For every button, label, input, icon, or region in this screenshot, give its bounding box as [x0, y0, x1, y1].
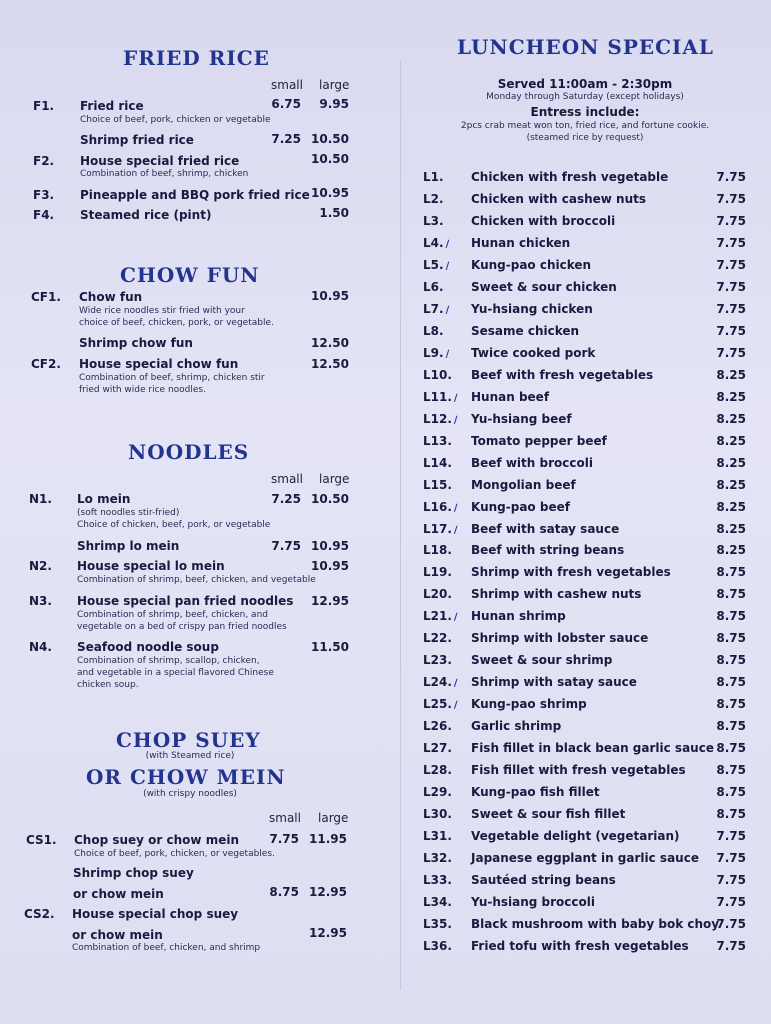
luncheon-item-code-text: L27.: [423, 741, 452, 755]
luncheon-item-code-text: L29.: [423, 785, 452, 799]
item-desc: Combination of shrimp, beef, chicken, and vegetable: [77, 575, 316, 585]
luncheon-item-code: [423, 873, 452, 887]
luncheon-item-code-text: L26.: [423, 719, 452, 733]
luncheon-item-price: 8.25: [716, 522, 746, 536]
luncheon-item-price: 7.75: [716, 280, 746, 294]
luncheon-item-name: Mongolian beef: [471, 478, 576, 492]
luncheon-item-price: 8.75: [716, 675, 746, 689]
price-small: 7.25: [271, 132, 301, 146]
item-code: N2.: [29, 559, 52, 573]
chop-suey-col-large: large: [318, 811, 349, 825]
luncheon-item-code: [423, 653, 452, 667]
luncheon-item-code-text: L20.: [423, 587, 452, 601]
luncheon-item-name: Shrimp with satay sauce: [471, 675, 637, 689]
luncheon-item-code: [423, 763, 452, 777]
chop-suey-col-small: small: [269, 811, 301, 825]
chili-pepper-icon: ∕: [453, 700, 458, 711]
item-name: Shrimp lo mein: [77, 539, 180, 553]
item-name: Fried rice: [80, 99, 144, 113]
item-name: Chow fun: [79, 290, 143, 304]
luncheon-item-price: 8.25: [716, 543, 746, 557]
luncheon-item-code: [423, 478, 452, 492]
item-name: Shrimp chop suey: [73, 866, 194, 880]
item-desc: (soft noodles stir-fried): [77, 508, 180, 518]
noodles-col-large: large: [319, 472, 350, 486]
luncheon-item-name: Beef with broccoli: [471, 456, 593, 470]
luncheon-item-code-text: L19.: [423, 565, 452, 579]
luncheon-item-name: Hunan chicken: [471, 236, 571, 250]
item-name: House special pan fried noodles: [77, 594, 294, 608]
luncheon-item-price: 7.75: [716, 346, 746, 360]
luncheon-item-code-text: L9.: [423, 346, 444, 360]
chili-pepper-icon: ∕: [453, 393, 458, 404]
luncheon-item-price: 7.75: [716, 917, 746, 931]
luncheon-item-code: [423, 785, 452, 799]
price-large: 12.95: [309, 885, 347, 899]
price-large: 10.95: [311, 289, 349, 303]
luncheon-item-price: 7.75: [716, 302, 746, 316]
luncheon-item-code: [423, 631, 452, 645]
luncheon-item-name: Tomato pepper beef: [471, 434, 607, 448]
luncheon-item-name: Sautéed string beans: [471, 873, 616, 887]
luncheon-item-name: Beef with satay sauce: [471, 522, 620, 536]
price-large: 10.95: [311, 186, 349, 200]
luncheon-item-name: Kung-pao chicken: [471, 258, 592, 272]
luncheon-item-name: Yu-hsiang broccoli: [471, 895, 595, 909]
luncheon-item-code: [423, 324, 444, 338]
luncheon-item-code-text: L7.: [423, 302, 444, 316]
chop-suey-heading: CHOP SUEY: [116, 728, 261, 752]
luncheon-item-price: 8.75: [716, 587, 746, 601]
luncheon-item-code-text: L13.: [423, 434, 452, 448]
luncheon-item-price: 8.25: [716, 478, 746, 492]
luncheon-item-code: [423, 390, 458, 404]
item-code: N4.: [29, 640, 52, 654]
luncheon-days: Monday through Saturday (except holidays): [486, 92, 684, 102]
price-small: 7.25: [271, 492, 301, 506]
luncheon-item-code-text: L34.: [423, 895, 452, 909]
chili-pepper-icon: ∕: [453, 525, 458, 536]
luncheon-item-price: 8.25: [716, 412, 746, 426]
luncheon-item-code-text: L22.: [423, 631, 452, 645]
luncheon-item-code: [423, 851, 452, 865]
fried-rice-heading: FRIED RICE: [123, 46, 270, 70]
chili-pepper-icon: ∕: [445, 261, 450, 272]
luncheon-item-name: Kung-pao shrimp: [471, 697, 587, 711]
luncheon-item-price: 7.75: [716, 214, 746, 228]
price-small: 8.75: [269, 885, 299, 899]
luncheon-item-price: 7.75: [716, 258, 746, 272]
luncheon-item-code: [423, 456, 452, 470]
price-large: 10.95: [311, 559, 349, 573]
item-code: CF1.: [31, 290, 61, 304]
price-large: 11.50: [311, 640, 349, 654]
luncheon-item-name: Shrimp with lobster sauce: [471, 631, 649, 645]
luncheon-item-code-text: L25.: [423, 697, 452, 711]
noodles-heading: NOODLES: [128, 440, 250, 464]
item-code: CS1.: [26, 833, 57, 847]
luncheon-item-price: 8.25: [716, 368, 746, 382]
luncheon-item-name: Black mushroom with baby bok choy: [471, 917, 720, 931]
luncheon-item-name: Kung-pao fish fillet: [471, 785, 600, 799]
item-desc: fried with wide rice noodles.: [79, 385, 206, 395]
luncheon-item-code: [423, 258, 449, 272]
item-desc: Combination of beef, shrimp, chicken stir: [79, 373, 265, 383]
chow-mein-heading: OR CHOW MEIN: [86, 765, 286, 789]
chili-pepper-icon: ∕: [453, 612, 458, 623]
luncheon-item-code: [423, 917, 452, 931]
luncheon-item-code: [423, 543, 452, 557]
luncheon-item-price: 8.75: [716, 697, 746, 711]
price-large: 9.95: [319, 97, 349, 111]
luncheon-item-name: Fish fillet in black bean garlic sauce: [471, 741, 714, 755]
luncheon-item-code-text: L35.: [423, 917, 452, 931]
luncheon-item-name: Yu-hsiang chicken: [471, 302, 593, 316]
price-small: 7.75: [269, 832, 299, 846]
luncheon-item-price: 8.75: [716, 653, 746, 667]
luncheon-item-name: Sweet & sour chicken: [471, 280, 617, 294]
item-name: Seafood noodle soup: [77, 640, 219, 654]
chili-pepper-icon: ∕: [445, 349, 450, 360]
price-large: 10.50: [311, 132, 349, 146]
luncheon-item-price: 7.75: [716, 192, 746, 206]
luncheon-item-code-text: L10.: [423, 368, 452, 382]
luncheon-item-code-text: L14.: [423, 456, 452, 470]
luncheon-item-code: [423, 412, 458, 426]
price-large: 11.95: [309, 832, 347, 846]
luncheon-item-price: 7.75: [716, 851, 746, 865]
luncheon-item-code-text: L2.: [423, 192, 444, 206]
noodles-col-small: small: [271, 472, 303, 486]
luncheon-item-name: Beef with fresh vegetables: [471, 368, 654, 382]
luncheon-item-price: 8.75: [716, 763, 746, 777]
item-name: House special chow fun: [79, 357, 239, 371]
chow-mein-subtitle: (with crispy noodles): [143, 789, 237, 799]
item-name-line2: or chow mein: [72, 928, 163, 942]
item-name: House special chop suey: [72, 907, 239, 921]
luncheon-item-name: Hunan shrimp: [471, 609, 566, 623]
luncheon-hours: Served 11:00am - 2:30pm: [497, 77, 673, 91]
item-desc: choice of beef, chicken, pork, or vegetable.: [79, 318, 274, 328]
price-large: 10.95: [311, 539, 349, 553]
luncheon-item-code: [423, 829, 452, 843]
luncheon-item-code-text: L31.: [423, 829, 452, 843]
price-large: 12.50: [311, 357, 349, 371]
luncheon-item-code-text: L12.: [423, 412, 452, 426]
luncheon-item-code: [423, 895, 452, 909]
luncheon-item-price: 7.75: [716, 236, 746, 250]
item-name: Shrimp fried rice: [80, 133, 194, 147]
luncheon-item-price: 8.25: [716, 390, 746, 404]
item-name: Shrimp chow fun: [79, 336, 193, 350]
column-divider: [400, 60, 401, 990]
item-desc: chicken soup.: [77, 680, 139, 690]
item-name: Lo mein: [77, 492, 131, 506]
luncheon-item-code: [423, 719, 452, 733]
luncheon-item-name: Twice cooked pork: [471, 346, 596, 360]
fried-rice-col-small: small: [271, 78, 303, 92]
luncheon-item-code-text: L17.: [423, 522, 452, 536]
luncheon-item-name: Sweet & sour shrimp: [471, 653, 613, 667]
luncheon-item-price: 8.25: [716, 500, 746, 514]
luncheon-item-name: Beef with string beans: [471, 543, 625, 557]
luncheon-item-code: [423, 522, 458, 536]
item-desc: and vegetable in a special flavored Chinese: [77, 668, 274, 678]
luncheon-item-price: 8.75: [716, 719, 746, 733]
luncheon-item-code: [423, 939, 452, 953]
luncheon-item-code-text: L30.: [423, 807, 452, 821]
luncheon-item-price: 8.75: [716, 609, 746, 623]
price-large: 10.50: [311, 492, 349, 506]
price-large: 12.50: [311, 336, 349, 350]
luncheon-item-name: Sweet & sour fish fillet: [471, 807, 626, 821]
item-desc: Choice of chicken, beef, pork, or vegetable: [77, 520, 271, 530]
item-desc: vegetable on a bed of crispy pan fried noodles: [77, 622, 287, 632]
luncheon-item-code: [423, 697, 458, 711]
luncheon-item-code: [423, 807, 452, 821]
chili-pepper-icon: ∕: [453, 415, 458, 426]
item-code: CS2.: [24, 907, 55, 921]
item-code: N1.: [29, 492, 52, 506]
luncheon-item-code: [423, 236, 449, 250]
luncheon-item-name: Hunan beef: [471, 390, 550, 404]
chili-pepper-icon: ∕: [453, 503, 458, 514]
chow-fun-heading: CHOW FUN: [120, 263, 260, 287]
luncheon-item-code-text: L24.: [423, 675, 452, 689]
chili-pepper-icon: ∕: [445, 305, 450, 316]
luncheon-item-name: Kung-pao beef: [471, 500, 570, 514]
luncheon-item-price: 8.75: [716, 785, 746, 799]
price-small: 6.75: [271, 97, 301, 111]
luncheon-item-code-text: L23.: [423, 653, 452, 667]
item-name: Chop suey or chow mein: [74, 833, 239, 847]
item-code: F4.: [33, 208, 55, 222]
luncheon-item-code-text: L32.: [423, 851, 452, 865]
luncheon-item-code-text: L18.: [423, 543, 452, 557]
item-desc: Choice of beef, pork, chicken, or vegetables.: [74, 849, 275, 859]
luncheon-item-name: Vegetable delight (vegetarian): [471, 829, 680, 843]
luncheon-item-price: 7.75: [716, 829, 746, 843]
item-desc: Combination of shrimp, beef, chicken, and: [77, 610, 268, 620]
luncheon-item-price: 7.75: [716, 873, 746, 887]
item-desc: Combination of beef, chicken, and shrimp: [72, 943, 261, 953]
luncheon-item-code-text: L4.: [423, 236, 444, 250]
luncheon-item-name: Garlic shrimp: [471, 719, 562, 733]
item-code: F3.: [33, 188, 55, 202]
luncheon-item-name: Sesame chicken: [471, 324, 580, 338]
item-code: F1.: [33, 99, 55, 113]
item-name: Pineapple and BBQ pork fried rice: [80, 188, 310, 202]
item-name-line2: or chow mein: [73, 887, 164, 901]
price-small: 7.75: [271, 539, 301, 553]
item-desc: Combination of beef, shrimp, chicken: [80, 169, 249, 179]
luncheon-item-name: Fish fillet with fresh vegetables: [471, 763, 686, 777]
luncheon-item-code: [423, 170, 444, 184]
luncheon-item-code: [423, 434, 452, 448]
entrees-desc: 2pcs crab meat won ton, fried rice, and fortune cookie.: [460, 121, 710, 131]
item-name: Steamed rice (pint): [80, 208, 212, 222]
luncheon-item-code-text: L3.: [423, 214, 444, 228]
luncheon-item-code: [423, 565, 452, 579]
entrees-title: Entress include:: [530, 105, 640, 119]
item-name: House special fried rice: [80, 154, 240, 168]
luncheon-item-code: [423, 368, 452, 382]
luncheon-item-name: Fried tofu with fresh vegetables: [471, 939, 689, 953]
luncheon-item-code: [423, 302, 449, 316]
item-desc: Choice of beef, pork, chicken or vegetable: [80, 115, 271, 125]
luncheon-item-name: Shrimp with fresh vegetables: [471, 565, 671, 579]
luncheon-item-code-text: L6.: [423, 280, 444, 294]
item-desc: Wide rice noodles stir fried with your: [79, 306, 245, 316]
luncheon-item-price: 8.75: [716, 565, 746, 579]
price-large: 12.95: [309, 926, 347, 940]
luncheon-item-code: [423, 346, 449, 360]
luncheon-item-name: Chicken with broccoli: [471, 214, 616, 228]
luncheon-item-price: 8.75: [716, 631, 746, 645]
entrees-note: (steamed rice by request): [526, 133, 644, 143]
luncheon-item-price: 8.25: [716, 434, 746, 448]
luncheon-item-code-text: L21.: [423, 609, 452, 623]
luncheon-item-code-text: L8.: [423, 324, 444, 338]
luncheon-item-code: [423, 675, 458, 689]
luncheon-item-price: 7.75: [716, 939, 746, 953]
item-code: N3.: [29, 594, 52, 608]
luncheon-heading: LUNCHEON SPECIAL: [457, 35, 714, 59]
price-large: 1.50: [319, 206, 349, 220]
chili-pepper-icon: ∕: [445, 239, 450, 250]
luncheon-item-price: 8.75: [716, 741, 746, 755]
luncheon-item-price: 8.75: [716, 807, 746, 821]
luncheon-item-name: Japanese eggplant in garlic sauce: [471, 851, 699, 865]
fried-rice-col-large: large: [319, 78, 350, 92]
luncheon-item-name: Shrimp with cashew nuts: [471, 587, 642, 601]
luncheon-item-code-text: L11.: [423, 390, 452, 404]
luncheon-item-code-text: L16.: [423, 500, 452, 514]
chili-pepper-icon: ∕: [453, 678, 458, 689]
luncheon-item-price: 8.25: [716, 456, 746, 470]
luncheon-item-code: [423, 214, 444, 228]
luncheon-item-code-text: L36.: [423, 939, 452, 953]
luncheon-item-price: 7.75: [716, 170, 746, 184]
price-large: 12.95: [311, 594, 349, 608]
chop-suey-subtitle: (with Steamed rice): [145, 751, 235, 761]
luncheon-item-name: Chicken with fresh vegetable: [471, 170, 669, 184]
luncheon-item-code-text: L1.: [423, 170, 444, 184]
luncheon-item-code-text: L5.: [423, 258, 444, 272]
price-large: 10.50: [311, 152, 349, 166]
luncheon-item-price: 7.75: [716, 324, 746, 338]
luncheon-item-code: [423, 609, 458, 623]
luncheon-item-code: [423, 192, 444, 206]
luncheon-item-code: [423, 741, 452, 755]
luncheon-item-code-text: L15.: [423, 478, 452, 492]
luncheon-item-name: Chicken with cashew nuts: [471, 192, 647, 206]
luncheon-item-code: [423, 280, 444, 294]
luncheon-item-code-text: L28.: [423, 763, 452, 777]
item-code: F2.: [33, 154, 55, 168]
item-code: CF2.: [31, 357, 61, 371]
item-name: House special lo mein: [77, 559, 225, 573]
luncheon-item-name: Yu-hsiang beef: [471, 412, 572, 426]
item-desc: Combination of shrimp, scallop, chicken,: [77, 656, 260, 666]
luncheon-item-code: [423, 500, 458, 514]
luncheon-item-code: [423, 587, 452, 601]
luncheon-item-code-text: L33.: [423, 873, 452, 887]
luncheon-item-price: 7.75: [716, 895, 746, 909]
